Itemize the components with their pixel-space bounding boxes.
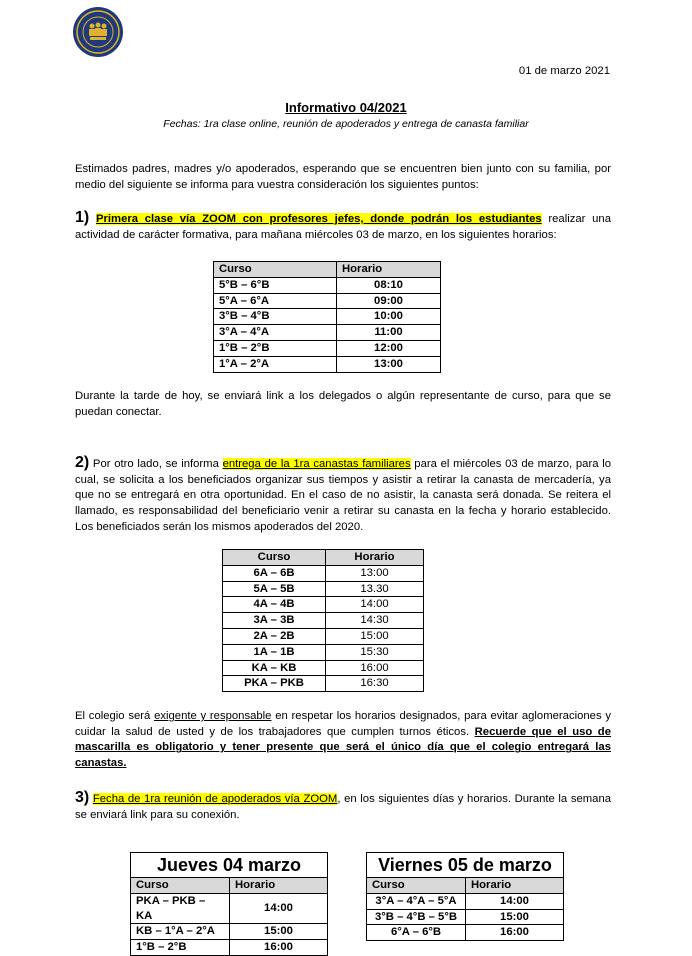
course-cell: 5°B – 6°B [214,277,337,293]
followup-underlined: exigente y responsable [154,710,272,722]
time-cell: 14:00 [230,893,328,924]
section-2-text: para el miércoles 03 de marzo, para lo cual, se solicita a los beneficiados organizar sus tiempos y asistir a retirar la canasta de mercadería, ya que no se entregará en otra oportunidad. En el caso de no asistir, la canasta será donada. Se reitera el llamado, es responsabilidad del beneficiario venir a retirar su canasta en la fecha y horario establecido. Los beneficiados serán los mismos apoderados del 2020. [75,458,611,533]
table-row [367,925,564,941]
section-1-text: realizar una actividad de carácter formativa, para mañana miércoles 03 de marzo, en los siguientes horarios: [75,213,611,241]
table-row [223,628,424,644]
section-2-highlight: entrega de la 1ra canastas familiares [222,458,411,470]
course-cell: 6A – 6B [223,565,326,581]
course-cell: 3°A – 4°A [214,325,337,341]
mask-reminder: Recuerde que el uso de mascarilla es obligatorio y tener presente que será el único día que el colegio entregará las canastas. [75,725,611,770]
thursday-meeting-table [130,852,328,956]
time-cell: 16:00 [326,660,424,676]
section-3-paragraph [75,790,611,823]
table-row [131,924,328,940]
table-row [214,309,441,325]
table-row [367,893,564,909]
time-cell: 14:00 [466,893,564,909]
table-row [223,581,424,597]
section-2-number: 2) [75,454,90,471]
table-row [214,277,441,293]
time-cell: 15:00 [326,628,424,644]
course-cell: 1A – 1B [223,644,326,660]
time-cell: 15:00 [230,924,328,940]
course-cell: 3°B – 4°B [214,309,337,325]
section-1-highlight: Primera clase vía ZOOM con profesores jefes, donde podrán los estudiantes [95,213,542,225]
column-header: Curso [131,878,230,894]
time-cell: 13:00 [337,356,441,372]
course-cell: 1°B – 2°B [131,940,230,956]
course-cell: KB – 1°A – 2°A [131,924,230,940]
section-1-paragraph [75,210,611,243]
section-1-number: 1) [75,209,90,226]
table-row [214,356,441,372]
column-header: Horario [466,878,564,894]
table-row [214,325,441,341]
time-cell: 08:10 [337,277,441,293]
column-header: Horario [337,262,441,278]
time-cell: 12:00 [337,340,441,356]
time-cell: 10:00 [337,309,441,325]
table-row [131,893,328,924]
section-3-text: , en los siguientes días y horarios. Durante la semana se enviará link para su conexión. [75,793,612,821]
document-title: Informativo 04/2021 [285,100,407,115]
table-row [223,660,424,676]
column-header: Horario [230,878,328,894]
course-cell: 5°A – 6°A [214,293,337,309]
course-cell: 1°B – 2°B [214,340,337,356]
time-cell: 14:30 [326,613,424,629]
section-3-highlight: Fecha de 1ra reunión de apoderados vía ZOOM [92,793,338,805]
section-1-followup: Durante la tarde de hoy, se enviará link a los delegados o algún representante de curso, para que se puedan conectar. [75,390,611,418]
table-row [223,644,424,660]
section-2-intro: Por otro lado, se informa [89,458,223,470]
course-cell: 2A – 2B [223,628,326,644]
column-header: Curso [214,262,337,278]
course-cell: 3°B – 4°B – 5°B [367,909,466,925]
column-header: Curso [223,550,326,566]
thursday-title: Jueves 04 marzo [131,853,328,878]
table-row [223,613,424,629]
time-cell: 15:30 [326,644,424,660]
time-cell: 16:00 [230,940,328,956]
table-row [214,293,441,309]
followup-text: en respetar los horarios designados, para evitar aglomeraciones y cuidar la salud de usted y de los trabajadores que cumplen turnos éticos. [75,710,611,738]
section-2-paragraph [75,455,611,536]
course-cell: 3A – 3B [223,613,326,629]
table-row [214,340,441,356]
column-header: Horario [326,550,424,566]
table-row [223,676,424,692]
time-cell: 11:00 [337,325,441,341]
time-cell: 16:30 [326,676,424,692]
table-row [223,565,424,581]
intro-paragraph: Estimados padres, madres y/o apoderados, esperando que se encuentren bien junto con su familia, por medio del siguiente se informa para vuestra consideración los siguientes puntos: [75,163,611,191]
friday-meeting-table [366,852,564,941]
time-cell: 13.30 [326,581,424,597]
course-cell: 1°A – 2°A [214,356,337,372]
section-2-followup [75,709,611,772]
course-cell: 6°A – 6°B [367,925,466,941]
table-row [131,940,328,956]
document-subtitle: Fechas: 1ra clase online, reunión de apoderados y entrega de canasta familiar [163,118,529,130]
course-cell: 3°A – 4°A – 5°A [367,893,466,909]
school-logo [72,6,124,58]
friday-title: Viernes 05 de marzo [367,853,564,878]
time-cell: 15:00 [466,909,564,925]
course-cell: PKA – PKB [223,676,326,692]
document-date: 01 de marzo 2021 [518,65,610,77]
time-cell: 14:00 [326,597,424,613]
course-cell: KA – KB [223,660,326,676]
table-row [367,909,564,925]
basket-schedule-table [222,549,424,692]
section-3-number: 3) [75,789,90,806]
column-header: Curso [367,878,466,894]
class-schedule-table [213,261,441,373]
followup-text: El colegio será [75,710,155,722]
course-cell: PKA – PKB – KA [131,893,230,924]
time-cell: 09:00 [337,293,441,309]
course-cell: 5A – 5B [223,581,326,597]
course-cell: 4A – 4B [223,597,326,613]
time-cell: 16:00 [466,925,564,941]
table-row [223,597,424,613]
time-cell: 13:00 [326,565,424,581]
